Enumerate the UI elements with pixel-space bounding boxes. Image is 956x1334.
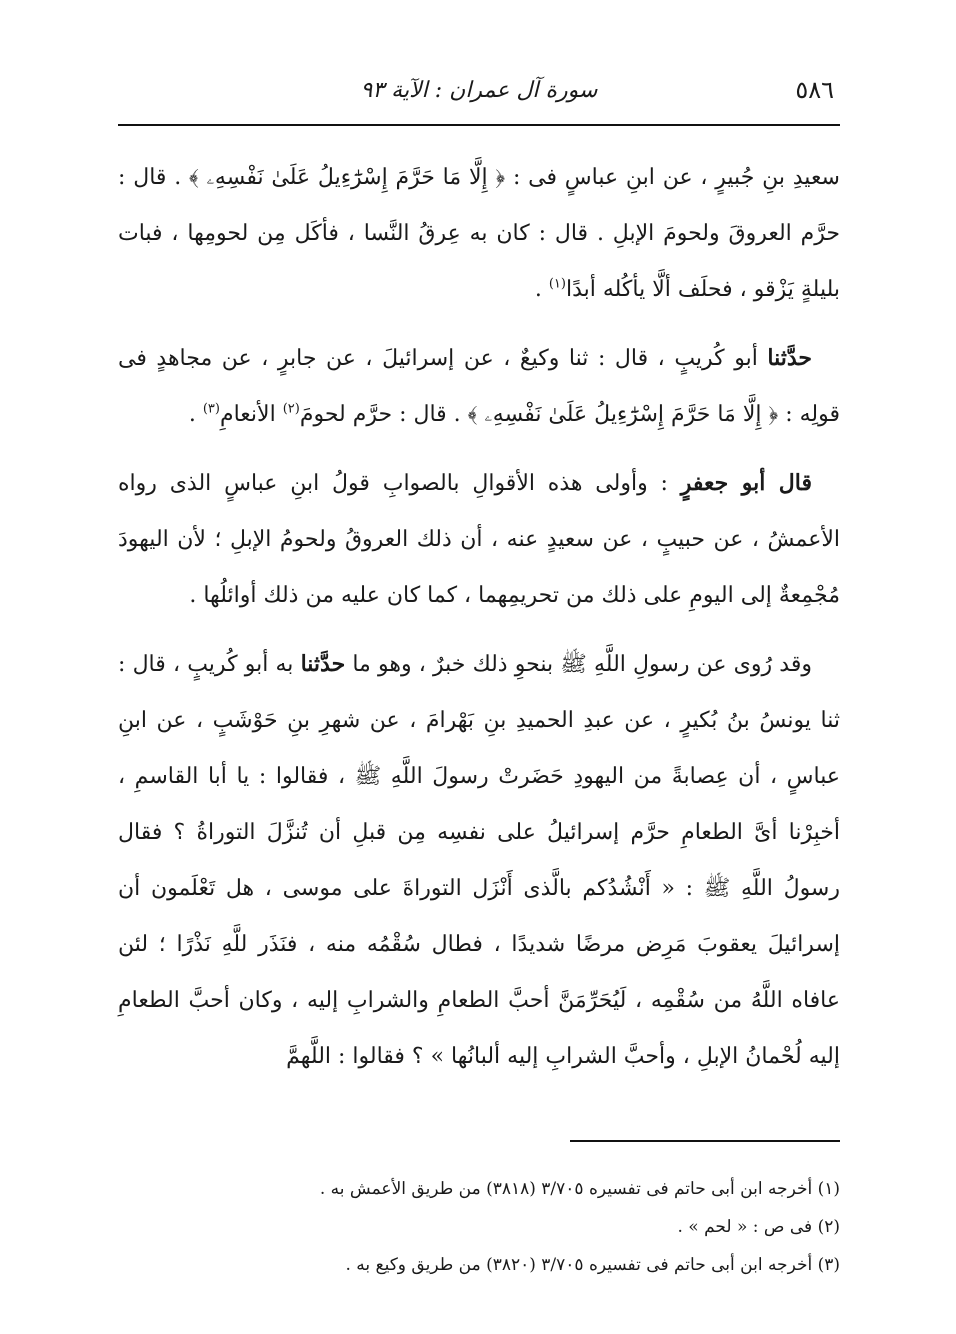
paragraph-1-end: . [534, 277, 549, 302]
paragraph-2-lead: حدَّثنا [767, 345, 812, 371]
footnote-3: (٣) أخرجه ابن أبى حاتم فى تفسيره ٣/٧٠٥ (٣٨٢٠) من طريق وكيع به . [345, 1255, 840, 1275]
paragraph-3-lead: قال أبو جعفرٍ [680, 470, 813, 496]
paragraph-2-mid: الأنعامِ [219, 402, 283, 427]
footnote-divider [570, 1140, 840, 1142]
header-divider [118, 124, 840, 126]
paragraph-2-end: . [188, 402, 203, 427]
main-text [118, 150, 840, 1097]
page-number: ٥٨٦ [795, 76, 834, 104]
paragraph-1 [118, 150, 840, 318]
page-header [118, 72, 840, 108]
paragraph-4-lead: حدَّثنا [300, 651, 346, 677]
footnotes [118, 1170, 840, 1284]
paragraph-2-text: أبو كُريبٍ ، قال : ثنا وكيعٌ ، عن إسرائيلَ ، عن جابرٍ ، عن مجاهدٍ فى قولِه : ﴿ إِلَّا مَا حَرَّمَ إِسْرَٰٓءِيلُ عَلَىٰ نَفْسِهِۦ ﴾ . قال : حرَّم لحومَ [118, 346, 840, 427]
footnote-2: (٢) فى ص : « لحم » . [677, 1217, 840, 1237]
paragraph-3-text: : وأولى هذه الأقوالِ بالصوابِ قولُ ابنِ عباسٍ الذى رواه الأعمشُ ، عن حبيبٍ ، عن سعيدٍ عنه ، أن ذلك العروقُ ولحومُ الإبلِ ؛ لأن اليهودَ مُجْمِعةٌ إلى اليومِ على ذلك من تحريمِهما ، كما كان عليه من ذلك أوائلُها . [118, 471, 840, 608]
paragraph-4 [118, 636, 840, 1085]
paragraph-3 [118, 455, 840, 624]
paragraph-1-text: سعيدِ بنِ جُبيرٍ ، عن ابنِ عباسٍ فى : ﴿ إِلَّا مَا حَرَّمَ إِسْرَٰٓءِيلُ عَلَىٰ نَفْسِهِۦ ﴾ . قال : حرَّم العروقَ ولحومَ الإبلِ . قال : كان به عِرقُ النَّسا ، فأكَل مِن لحومِها ، فبات بليلةٍ يَزْقو ، فحلَف ألَّا يأكُله أبدًا [118, 165, 840, 302]
running-title: سورة آل عمران : الآية ٩٣ [360, 78, 598, 103]
footnote-1: (١) أخرجه ابن أبى حاتم فى تفسيره ٣/٧٠٥ (٣٨١٨) من طريق الأعمش به . [319, 1179, 840, 1199]
paragraph-4-text-b: به أبو كُريبٍ ، قال : ثنا يونسُ بنُ بُكيرٍ ، عن عبدِ الحميدِ بنِ بَهْرامَ ، عن شهرِ بنِ حَوْشَبٍ ، عن ابنِ عباسٍ ، أن عِصابةً من اليهودِ حَضَرتْ رسولَ اللَّهِ ﷺ ، فقالوا : يا أبا القاسمِ ، أخبِرْنا أىَّ الطعامِ حرَّم إسرائيلُ على نفسِه مِن قبلِ أن تُنزَّلَ التوراةُ ؟ فقال رسولُ اللَّهِ ﷺ : « أَنْشُدُكم بالَّذى أَنْزَل التوراةَ على موسى ، هل تَعْلَمون أن إسرائيلَ يعقوبَ مَرِض مرضًا شديدًا ، فطال سُقْمُه منه ، فنَذَر للَّهِ نَذْرًا ؛ لئن عافاه اللَّهُ من سُقْمِه ، لَيُحَرِّمَنَّ أحبَّ الطعامِ والشرابِ إليه ، وكان أحبَّ الطعامِ إليه لُحْمانُ الإبلِ ، وأحبَّ الشرابِ إليه ألبانُها » ؟ فقالوا : اللَّهمَّ [118, 652, 840, 1069]
footnote-ref-3[interactable]: (٣) [202, 401, 220, 417]
paragraph-4-text-a: وقد رُوى عن رسولِ اللَّهِ ﷺ بنحوِ ذلك خبرٌ ، وهو ما [345, 652, 812, 677]
footnote-ref-1[interactable]: (١) [548, 276, 566, 292]
paragraph-2 [118, 330, 840, 443]
footnote-ref-2[interactable]: (٢) [282, 401, 300, 417]
